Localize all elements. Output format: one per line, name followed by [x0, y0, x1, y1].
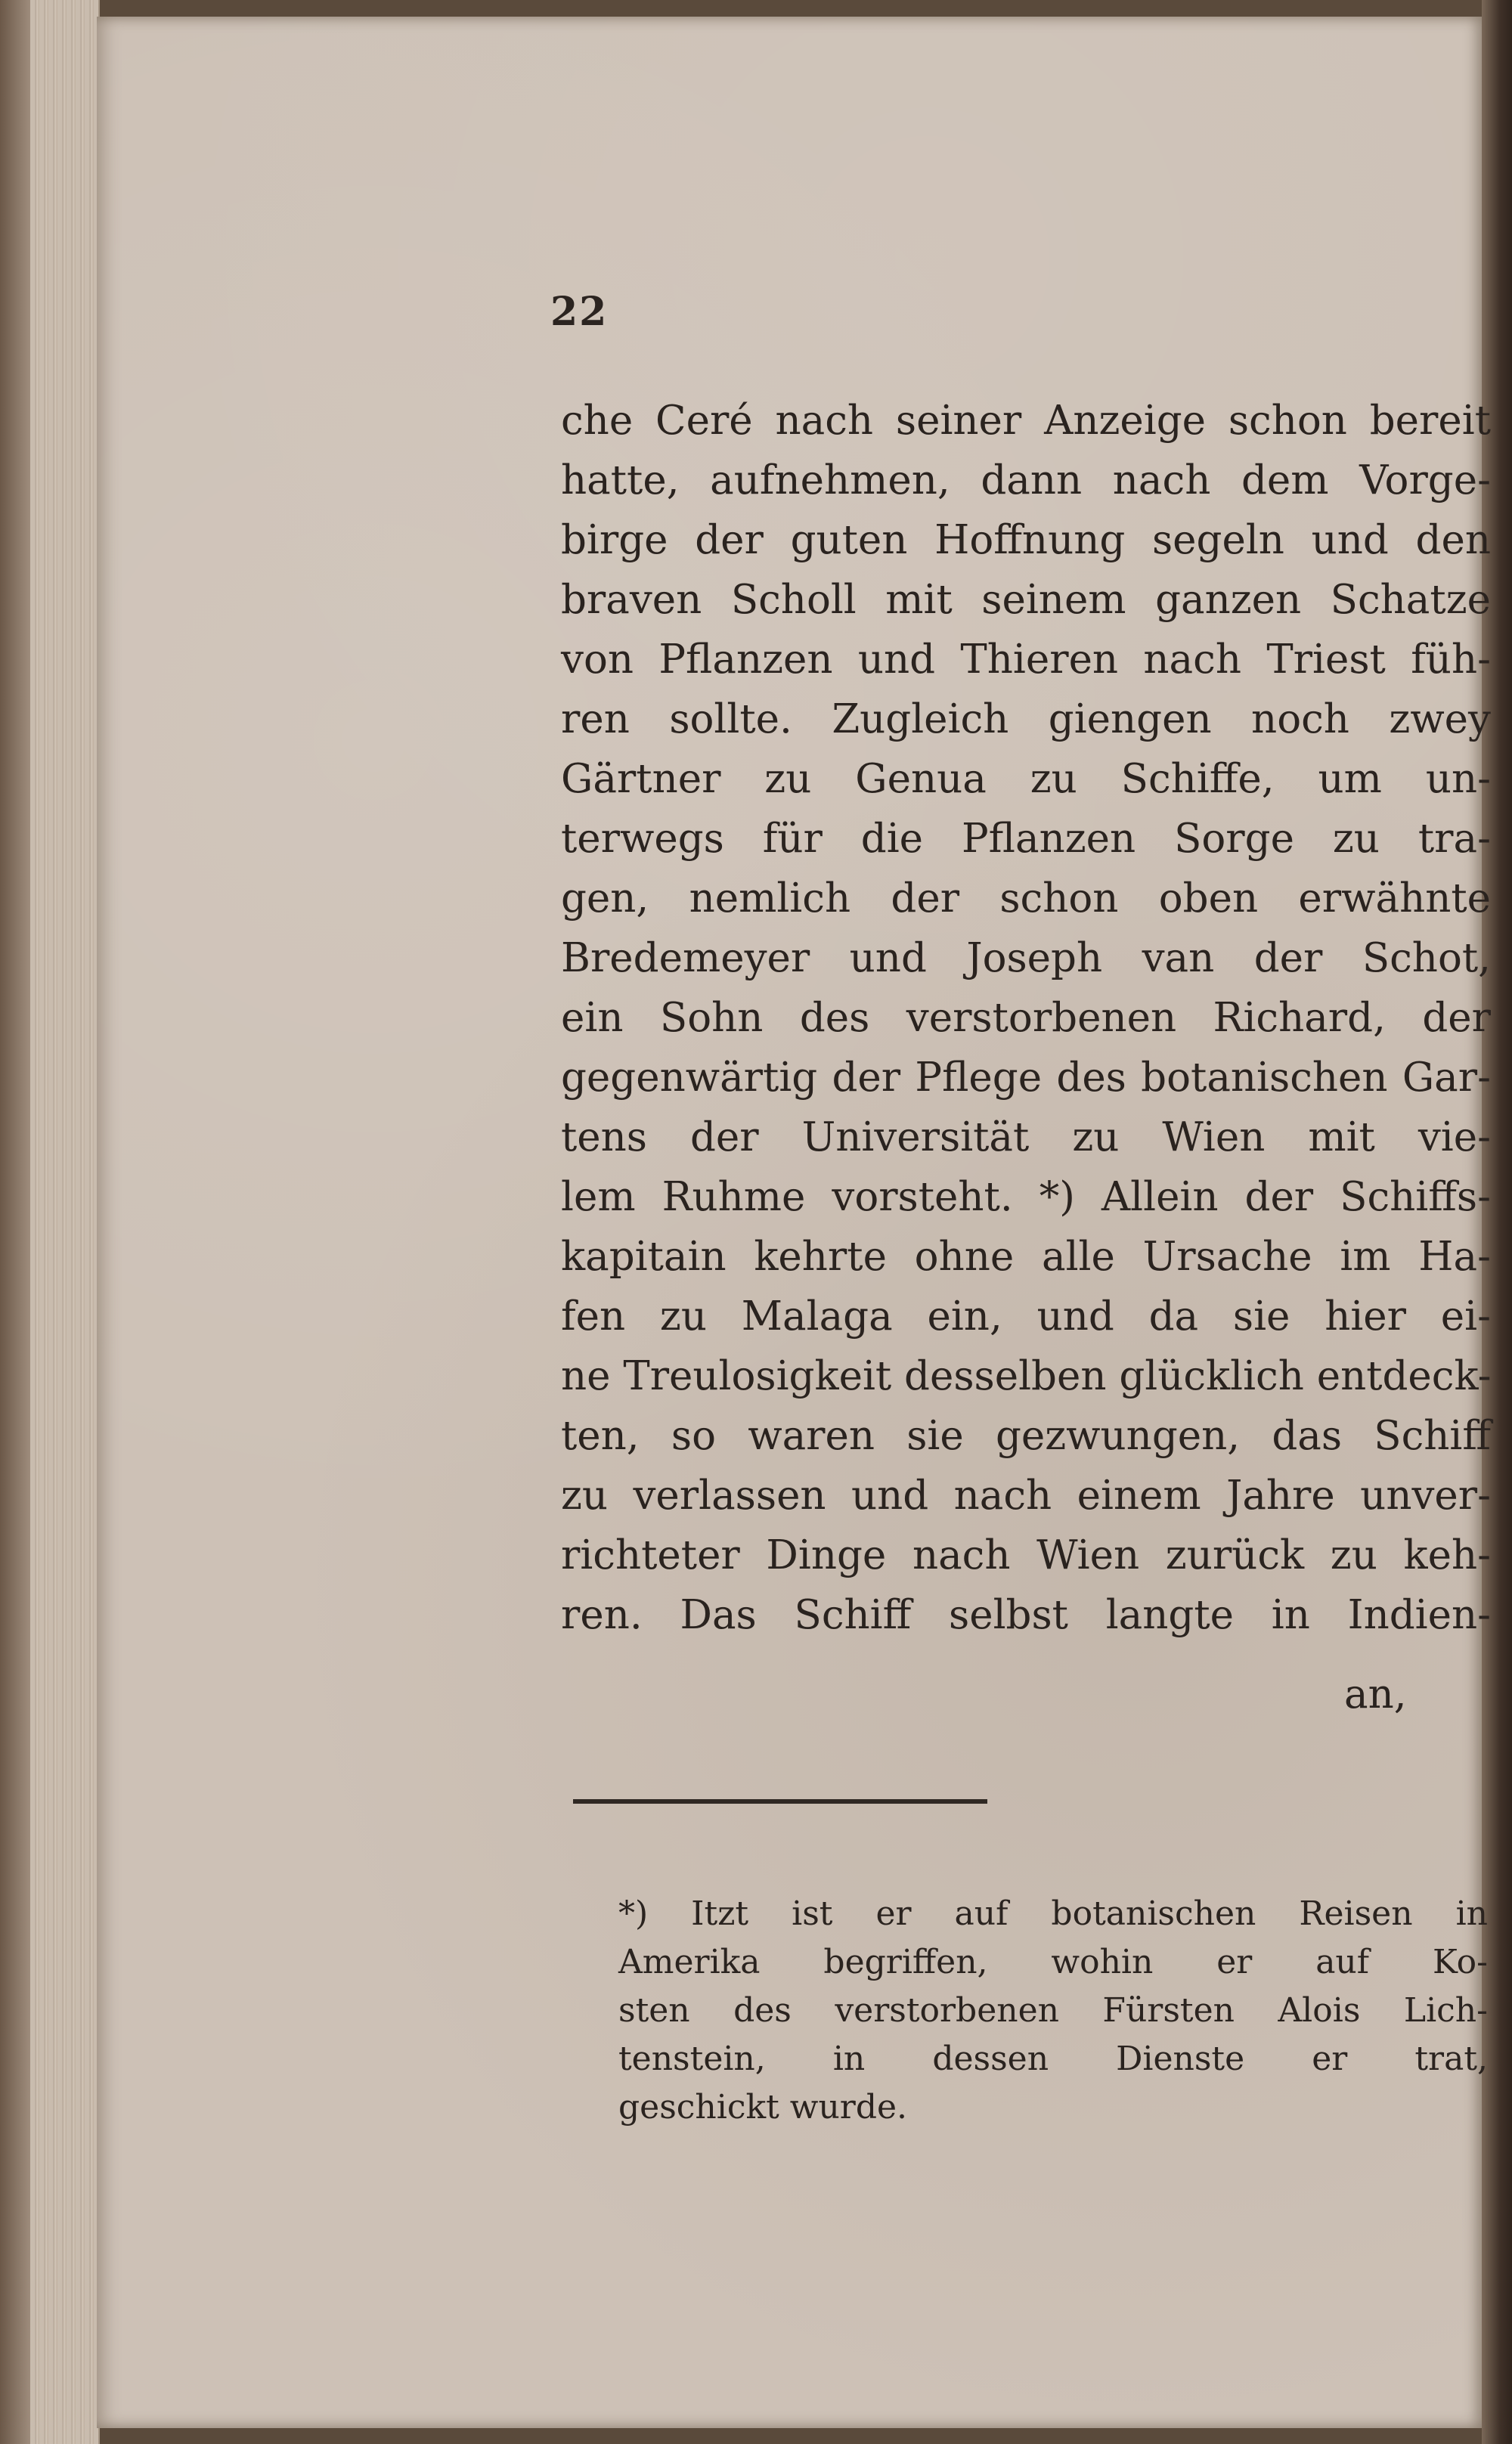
body-line: hatte, aufnehmen, dann nach dem Vorge- [561, 457, 1491, 503]
body-line: richteter Dinge nach Wien zurück zu keh- [561, 1532, 1491, 1578]
body-line: ren. Das Schiff selbst langte in Indien- [561, 1592, 1491, 1638]
catchword: an, [1344, 1671, 1407, 1718]
page-number: 22 [550, 289, 609, 335]
body-text [561, 391, 1491, 1645]
footnote-rule [573, 1799, 987, 1804]
body-line: Gärtner zu Genua zu Schiffe, um un- [561, 756, 1491, 802]
footnote-line: Amerika begriffen, wohin er auf Ko- [618, 1943, 1488, 1981]
body-line: gegenwärtig der Pflege des botanischen Gar- [561, 1055, 1491, 1101]
body-line: ein Sohn des verstorbenen Richard, der [561, 995, 1491, 1041]
book-page [97, 17, 1492, 2428]
body-line: che Ceré nach seiner Anzeige schon bereit [561, 398, 1491, 444]
body-line: gen, nemlich der schon oben erwähnte [561, 875, 1491, 922]
body-line: fen zu Malaga ein, und da sie hier ei- [561, 1293, 1491, 1340]
body-line: tens der Universität zu Wien mit vie- [561, 1114, 1491, 1160]
body-line: braven Scholl mit seinem ganzen Schatze [561, 577, 1491, 623]
footnote-line: sten des verstorbenen Fürsten Alois Lich- [618, 1991, 1488, 2030]
body-line: kapitain kehrte ohne alle Ursache im Ha- [561, 1234, 1491, 1280]
body-line: terwegs für die Pflanzen Sorge zu tra- [561, 816, 1491, 862]
body-line: lem Ruhme vorsteht. *) Allein der Schiffs- [561, 1174, 1491, 1220]
body-line: von Pflanzen und Thieren nach Triest füh- [561, 637, 1491, 683]
page-edges [30, 0, 100, 2444]
footnote-line: tenstein, in dessen Dienste er trat, [618, 2040, 1488, 2078]
footnote-line: geschickt wurde. [618, 2088, 908, 2126]
body-line: Bredemeyer und Joseph van der Schot, [561, 935, 1491, 981]
body-line: ne Treulosigkeit desselben glücklich entdeck- [561, 1353, 1492, 1399]
footnote [618, 1890, 1488, 2132]
footnote-line: *) Itzt ist er auf botanischen Reisen in [618, 1894, 1488, 1933]
body-line: zu verlassen und nach einem Jahre unver- [561, 1473, 1491, 1519]
body-line: ren sollte. Zugleich giengen noch zwey [561, 696, 1491, 742]
body-line: ten, so waren sie gezwungen, das Schiff [561, 1413, 1491, 1459]
body-line: birge der guten Hoffnung segeln und den [561, 517, 1491, 563]
